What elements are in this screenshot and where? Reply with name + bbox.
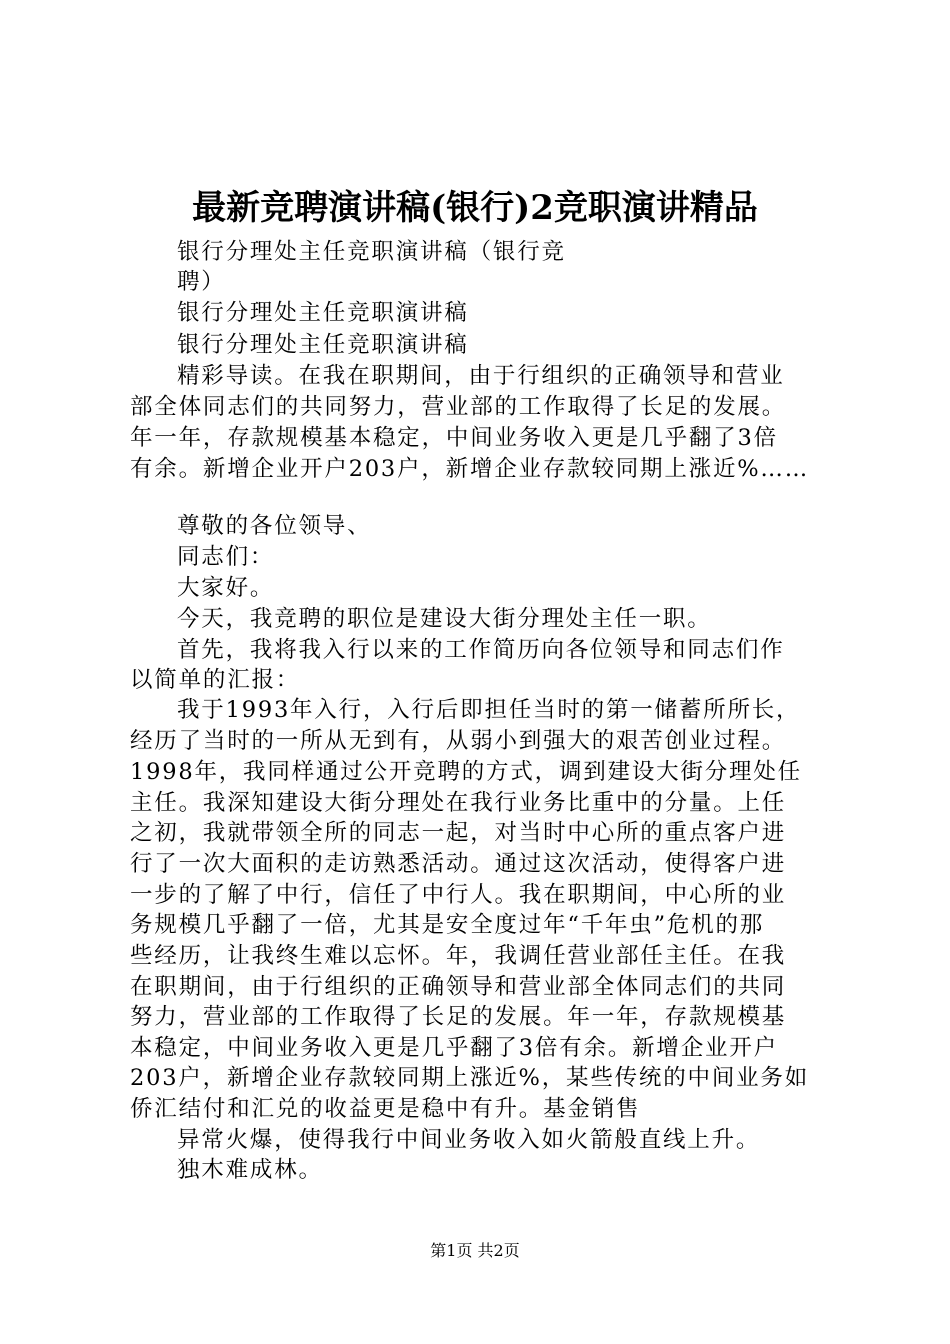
body-line: 部全体同志们的共同努力，营业部的工作取得了长足的发展。: [130, 394, 787, 420]
body-line: 尊敬的各位领导、: [177, 513, 372, 539]
body-line: 203户，新增企业存款较同期上涨近%，某些传统的中间业务如: [130, 1065, 810, 1091]
body-line: 异常火爆，使得我行中间业务收入如火箭般直线上升。: [177, 1127, 761, 1153]
page-number-footer: 第1页 共2页: [430, 1241, 520, 1260]
body-line: 银行分理处主任竞职演讲稿: [177, 332, 469, 358]
body-line: 1998年，我同样通过公开竞聘的方式，调到建设大街分理处任: [130, 759, 802, 785]
body-line: 务规模几乎翻了一倍，尤其是安全度过年“千年虫”危机的那: [130, 912, 765, 938]
body-line: 努力，营业部的工作取得了长足的发展。年一年，存款规模基: [130, 1004, 787, 1030]
body-line: 银行分理处主任竞职演讲稿: [177, 300, 469, 326]
body-line: 之初，我就带领全所的同志一起，对当时中心所的重点客户进: [130, 820, 787, 846]
body-line: 聘）: [177, 269, 226, 295]
body-line: 银行分理处主任竞职演讲稿（银行竞: [177, 239, 566, 265]
body-line: 在职期间，由于行组织的正确领导和营业部全体同志们的共同: [130, 974, 787, 1000]
body-line: 我于1993年入行，入行后即担任当时的第一储蓄所所长，: [177, 697, 801, 723]
body-line: 主任。我深知建设大街分理处在我行业务比重中的分量。上任: [130, 790, 787, 816]
body-line: 些经历，让我终生难以忘怀。年，我调任营业部任主任。在我: [130, 943, 787, 969]
body-line: 年一年，存款规模基本稳定，中间业务收入更是几乎翻了3倍: [130, 425, 778, 451]
body-line: 本稳定，中间业务收入更是几乎翻了3倍有余。新增企业开户: [130, 1035, 778, 1061]
body-line: 大家好。: [177, 575, 275, 601]
document-title: 最新竞聘演讲稿(银行)2竞职演讲精品: [192, 188, 758, 228]
body-line: 独木难成林。: [177, 1157, 323, 1183]
body-line: 一步的了解了中行，信任了中行人。我在职期间，中心所的业: [130, 882, 787, 908]
body-line: 以简单的汇报：: [130, 667, 301, 693]
body-line: 同志们：: [177, 544, 275, 570]
body-line: 行了一次大面积的走访熟悉活动。通过这次活动，使得客户进: [130, 851, 787, 877]
body-line: 首先，我将我入行以来的工作简历向各位领导和同志们作: [177, 637, 785, 663]
body-line: 今天，我竞聘的职位是建设大街分理处主任一职。: [177, 606, 712, 632]
body-line: 侨汇结付和汇兑的收益更是稳中有升。基金销售: [130, 1096, 641, 1122]
body-line: 精彩导读。在我在职期间，由于行组织的正确领导和营业: [177, 363, 785, 389]
body-line: 有余。新增企业开户203户，新增企业存款较同期上涨近%……: [130, 456, 810, 482]
body-line: 经历了当时的一所从无到有，从弱小到强大的艰苦创业过程。: [130, 728, 787, 754]
